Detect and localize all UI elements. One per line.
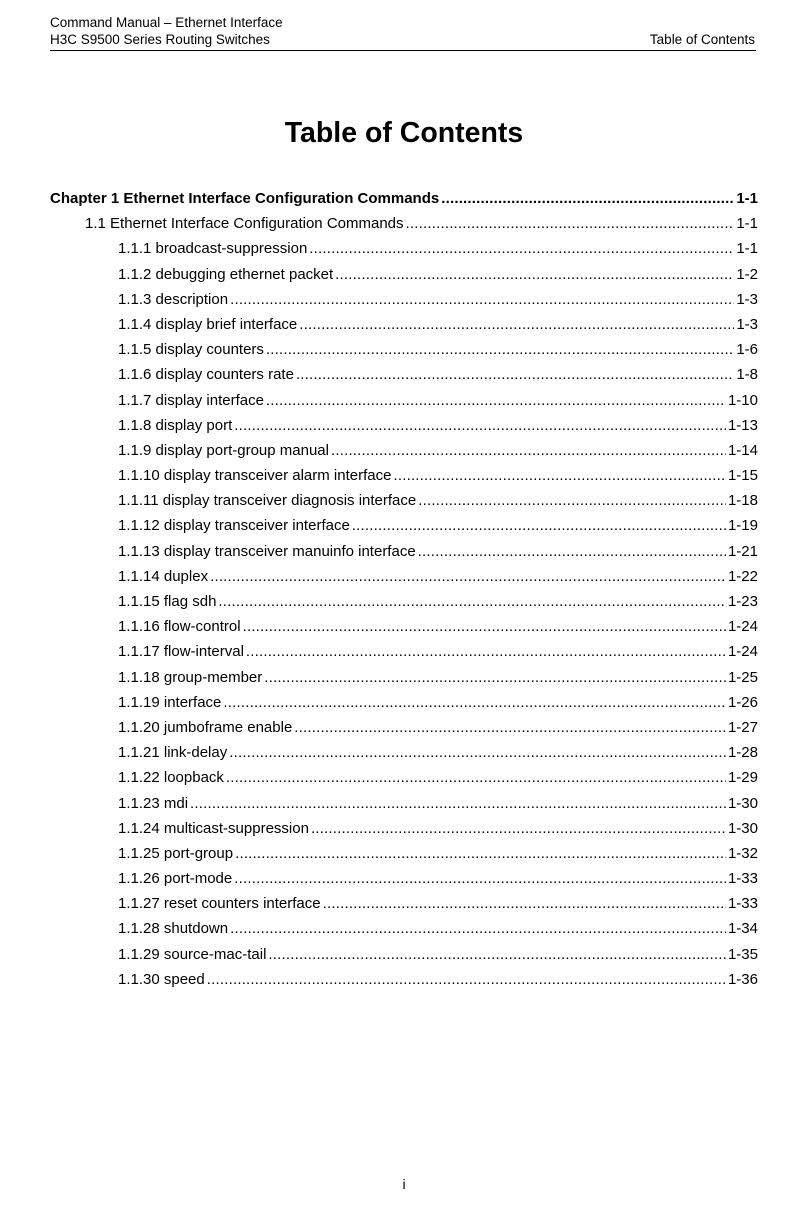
toc-dot-leader	[352, 513, 726, 538]
toc-dot-leader	[393, 463, 726, 488]
toc-entry-title: 1.1.25 port-group	[118, 844, 234, 862]
toc-dot-leader	[441, 186, 734, 211]
toc-entry-link[interactable]	[50, 816, 758, 841]
toc-dot-leader	[223, 690, 726, 715]
toc-entry-link[interactable]	[50, 614, 758, 639]
toc-entry-title: 1.1.13 display transceiver manuinfo interface	[118, 542, 416, 560]
toc-entry-title: 1.1.26 port-mode	[118, 870, 233, 888]
toc-entry-link[interactable]	[50, 690, 758, 715]
toc-entry-link[interactable]	[50, 866, 758, 891]
toc-entry-title: 1.1.28 shutdown	[118, 920, 229, 938]
toc-entry-title: 1.1.29 source-mac-tail	[118, 945, 267, 963]
toc-entry-link[interactable]	[50, 413, 758, 438]
toc-entry-page-number: 1-15	[727, 467, 758, 485]
toc-entry-link[interactable]	[50, 639, 758, 664]
toc-entry-link[interactable]	[50, 715, 758, 740]
toc-dot-leader	[264, 665, 726, 690]
toc-chapter-link[interactable]	[50, 186, 758, 211]
toc-entry-title: 1.1 Ethernet Interface Configuration Commands	[85, 215, 404, 233]
toc-entry-link[interactable]	[50, 891, 758, 916]
toc-entry-page-number: 1-22	[727, 567, 758, 585]
toc-entry-title: 1.1.12 display transceiver interface	[118, 517, 350, 535]
toc-entry-link[interactable]	[50, 791, 758, 816]
toc-dot-leader	[218, 589, 726, 614]
toc-entry-page-number: 1-14	[727, 441, 758, 459]
toc-entry-page-number: 1-36	[727, 970, 758, 988]
page-header	[50, 14, 755, 48]
toc-dot-leader	[311, 816, 726, 841]
toc-entry-title: 1.1.6 display counters rate	[118, 366, 294, 384]
toc-entry-link[interactable]	[50, 312, 758, 337]
toc-entry-title: 1.1.19 interface	[118, 693, 222, 711]
toc-entry-page-number: 1-28	[727, 744, 758, 762]
toc-dot-leader	[230, 287, 734, 312]
toc-entry-title: 1.1.2 debugging ethernet packet	[118, 265, 334, 283]
page-title: Table of Contents	[284, 117, 524, 149]
toc-entry-title: 1.1.15 flag sdh	[118, 593, 217, 610]
toc-entry-page-number: 1-8	[736, 366, 758, 384]
toc-entry-title: 1.1.4 display brief interface	[118, 315, 298, 333]
toc-entry-link[interactable]	[50, 765, 758, 790]
toc-entry-page-number: 1-24	[727, 643, 758, 661]
toc-entry-link[interactable]	[50, 665, 758, 690]
toc-entry-page-number: 1-1	[736, 240, 758, 258]
toc-entry-link[interactable]	[50, 589, 758, 614]
toc-entry-page-number: 1-3	[736, 315, 758, 333]
toc-dot-leader	[229, 740, 726, 765]
header-divider	[50, 50, 756, 51]
toc-entry-title: 1.1.7 display interface	[118, 391, 264, 409]
toc-entry-title: 1.1.3 description	[118, 290, 229, 308]
toc-entry-title: 1.1.27 reset counters interface	[118, 895, 321, 913]
toc-entry-page-number: 1-10	[727, 391, 758, 409]
toc-entry-title: 1.1.30 speed	[118, 970, 205, 988]
toc-dot-leader	[418, 488, 726, 513]
toc-entry-title: 1.1.14 duplex	[118, 567, 209, 585]
toc-dot-leader	[266, 337, 734, 362]
toc-entry-link[interactable]	[50, 488, 758, 513]
toc-dot-leader	[190, 791, 726, 816]
toc-entry-link[interactable]	[50, 362, 758, 387]
toc-dot-leader	[234, 866, 726, 891]
toc-entry-page-number: 1-29	[727, 769, 758, 787]
toc-dot-leader	[266, 388, 726, 413]
toc-entry-page-number: 1-13	[727, 416, 758, 434]
toc-entry-page-number: 1-19	[727, 517, 758, 535]
toc-entry-title: 1.1.11 display transceiver diagnosis interface	[118, 492, 417, 510]
toc-entry-page-number: 1-34	[727, 920, 758, 938]
toc-dot-leader	[299, 312, 734, 337]
toc-dot-leader	[207, 967, 726, 992]
toc-entry-title: 1.1.21 link-delay	[118, 744, 228, 762]
toc-entry-page-number: 1-1	[736, 215, 758, 233]
toc-dot-leader	[234, 413, 726, 438]
toc-entry-page-number: 1-18	[727, 492, 758, 510]
toc-entry-link[interactable]	[50, 740, 758, 765]
toc-dot-leader	[331, 438, 726, 463]
toc-entry-page-number: 1-35	[727, 945, 758, 963]
toc-entry-page-number: 1-24	[727, 618, 758, 636]
toc-entry-title: 1.1.23 mdi	[118, 794, 189, 812]
toc-dot-leader	[226, 765, 726, 790]
toc-entry-link[interactable]	[50, 262, 758, 287]
toc-entry-page-number: 1-30	[727, 794, 758, 812]
toc-dot-leader	[309, 236, 734, 261]
toc-entry-title: 1.1.20 jumboframe enable	[118, 718, 293, 736]
toc-entry-title: 1.1.18 group-member	[118, 668, 263, 686]
toc-entry-title: 1.1.16 flow-control	[118, 618, 241, 636]
toc-entry-link[interactable]	[50, 287, 758, 312]
toc-entry-link[interactable]	[50, 967, 758, 992]
toc-dot-leader	[335, 262, 734, 287]
toc-entry-page-number: 1-30	[727, 819, 758, 837]
toc-entry-page-number: 1-33	[727, 870, 758, 888]
toc-entry-page-number: 1-1	[736, 190, 758, 207]
toc-entry-link[interactable]	[50, 539, 758, 564]
toc-entry-title: 1.1.22 loopback	[118, 769, 224, 787]
toc-dot-leader	[418, 539, 726, 564]
toc-dot-leader	[268, 942, 726, 967]
toc-entry-link[interactable]	[50, 841, 758, 866]
toc-entry-title: 1.1.5 display counters	[118, 341, 264, 359]
toc-entry-page-number: 1-21	[727, 542, 758, 560]
toc-entry-page-number: 1-32	[727, 844, 758, 862]
toc-entry-link[interactable]	[50, 236, 758, 261]
toc-entry-link[interactable]	[50, 513, 758, 538]
toc-entry-page-number: 1-23	[727, 593, 758, 610]
header-section-name: Table of Contents	[649, 32, 755, 47]
toc-dot-leader	[294, 715, 726, 740]
toc-dot-leader	[296, 362, 734, 387]
toc-dot-leader	[243, 614, 726, 639]
toc-dot-leader	[210, 564, 726, 589]
toc-entry-link[interactable]	[50, 438, 758, 463]
toc-dot-leader	[323, 891, 726, 916]
toc-entry-link[interactable]	[50, 388, 758, 413]
toc-entry-link[interactable]	[50, 942, 758, 967]
toc-entry-page-number: 1-33	[727, 895, 758, 913]
toc-entry-page-number: 1-6	[736, 341, 758, 359]
toc-dot-leader	[406, 211, 735, 236]
toc-dot-leader	[246, 639, 726, 664]
table-of-contents	[50, 186, 758, 992]
toc-entry-link[interactable]	[50, 564, 758, 589]
page-number: i	[402, 1176, 406, 1192]
toc-entry-page-number: 1-3	[736, 290, 758, 308]
toc-entry-link[interactable]	[50, 463, 758, 488]
toc-entry-title: Chapter 1 Ethernet Interface Configuration Commands	[50, 190, 440, 207]
toc-entry-title: 1.1.10 display transceiver alarm interface	[118, 467, 392, 485]
toc-section-link[interactable]	[50, 211, 758, 236]
toc-entry-page-number: 1-27	[727, 718, 758, 736]
toc-entry-link[interactable]	[50, 337, 758, 362]
toc-entry-page-number: 1-26	[727, 693, 758, 711]
toc-entry-page-number: 1-25	[727, 668, 758, 686]
header-manual-title: Command Manual – Ethernet Interface	[50, 15, 283, 30]
toc-entry-title: 1.1.1 broadcast-suppression	[118, 240, 308, 258]
toc-dot-leader	[230, 916, 726, 941]
toc-entry-title: 1.1.8 display port	[118, 416, 233, 434]
toc-entry-link[interactable]	[50, 916, 758, 941]
toc-entry-page-number: 1-2	[736, 265, 758, 283]
toc-entry-title: 1.1.17 flow-interval	[118, 643, 244, 661]
toc-entry-title: 1.1.24 multicast-suppression	[118, 819, 309, 837]
header-product-name: H3C S9500 Series Routing Switches	[50, 32, 270, 47]
toc-dot-leader	[235, 841, 726, 866]
toc-entry-title: 1.1.9 display port-group manual	[118, 441, 329, 459]
